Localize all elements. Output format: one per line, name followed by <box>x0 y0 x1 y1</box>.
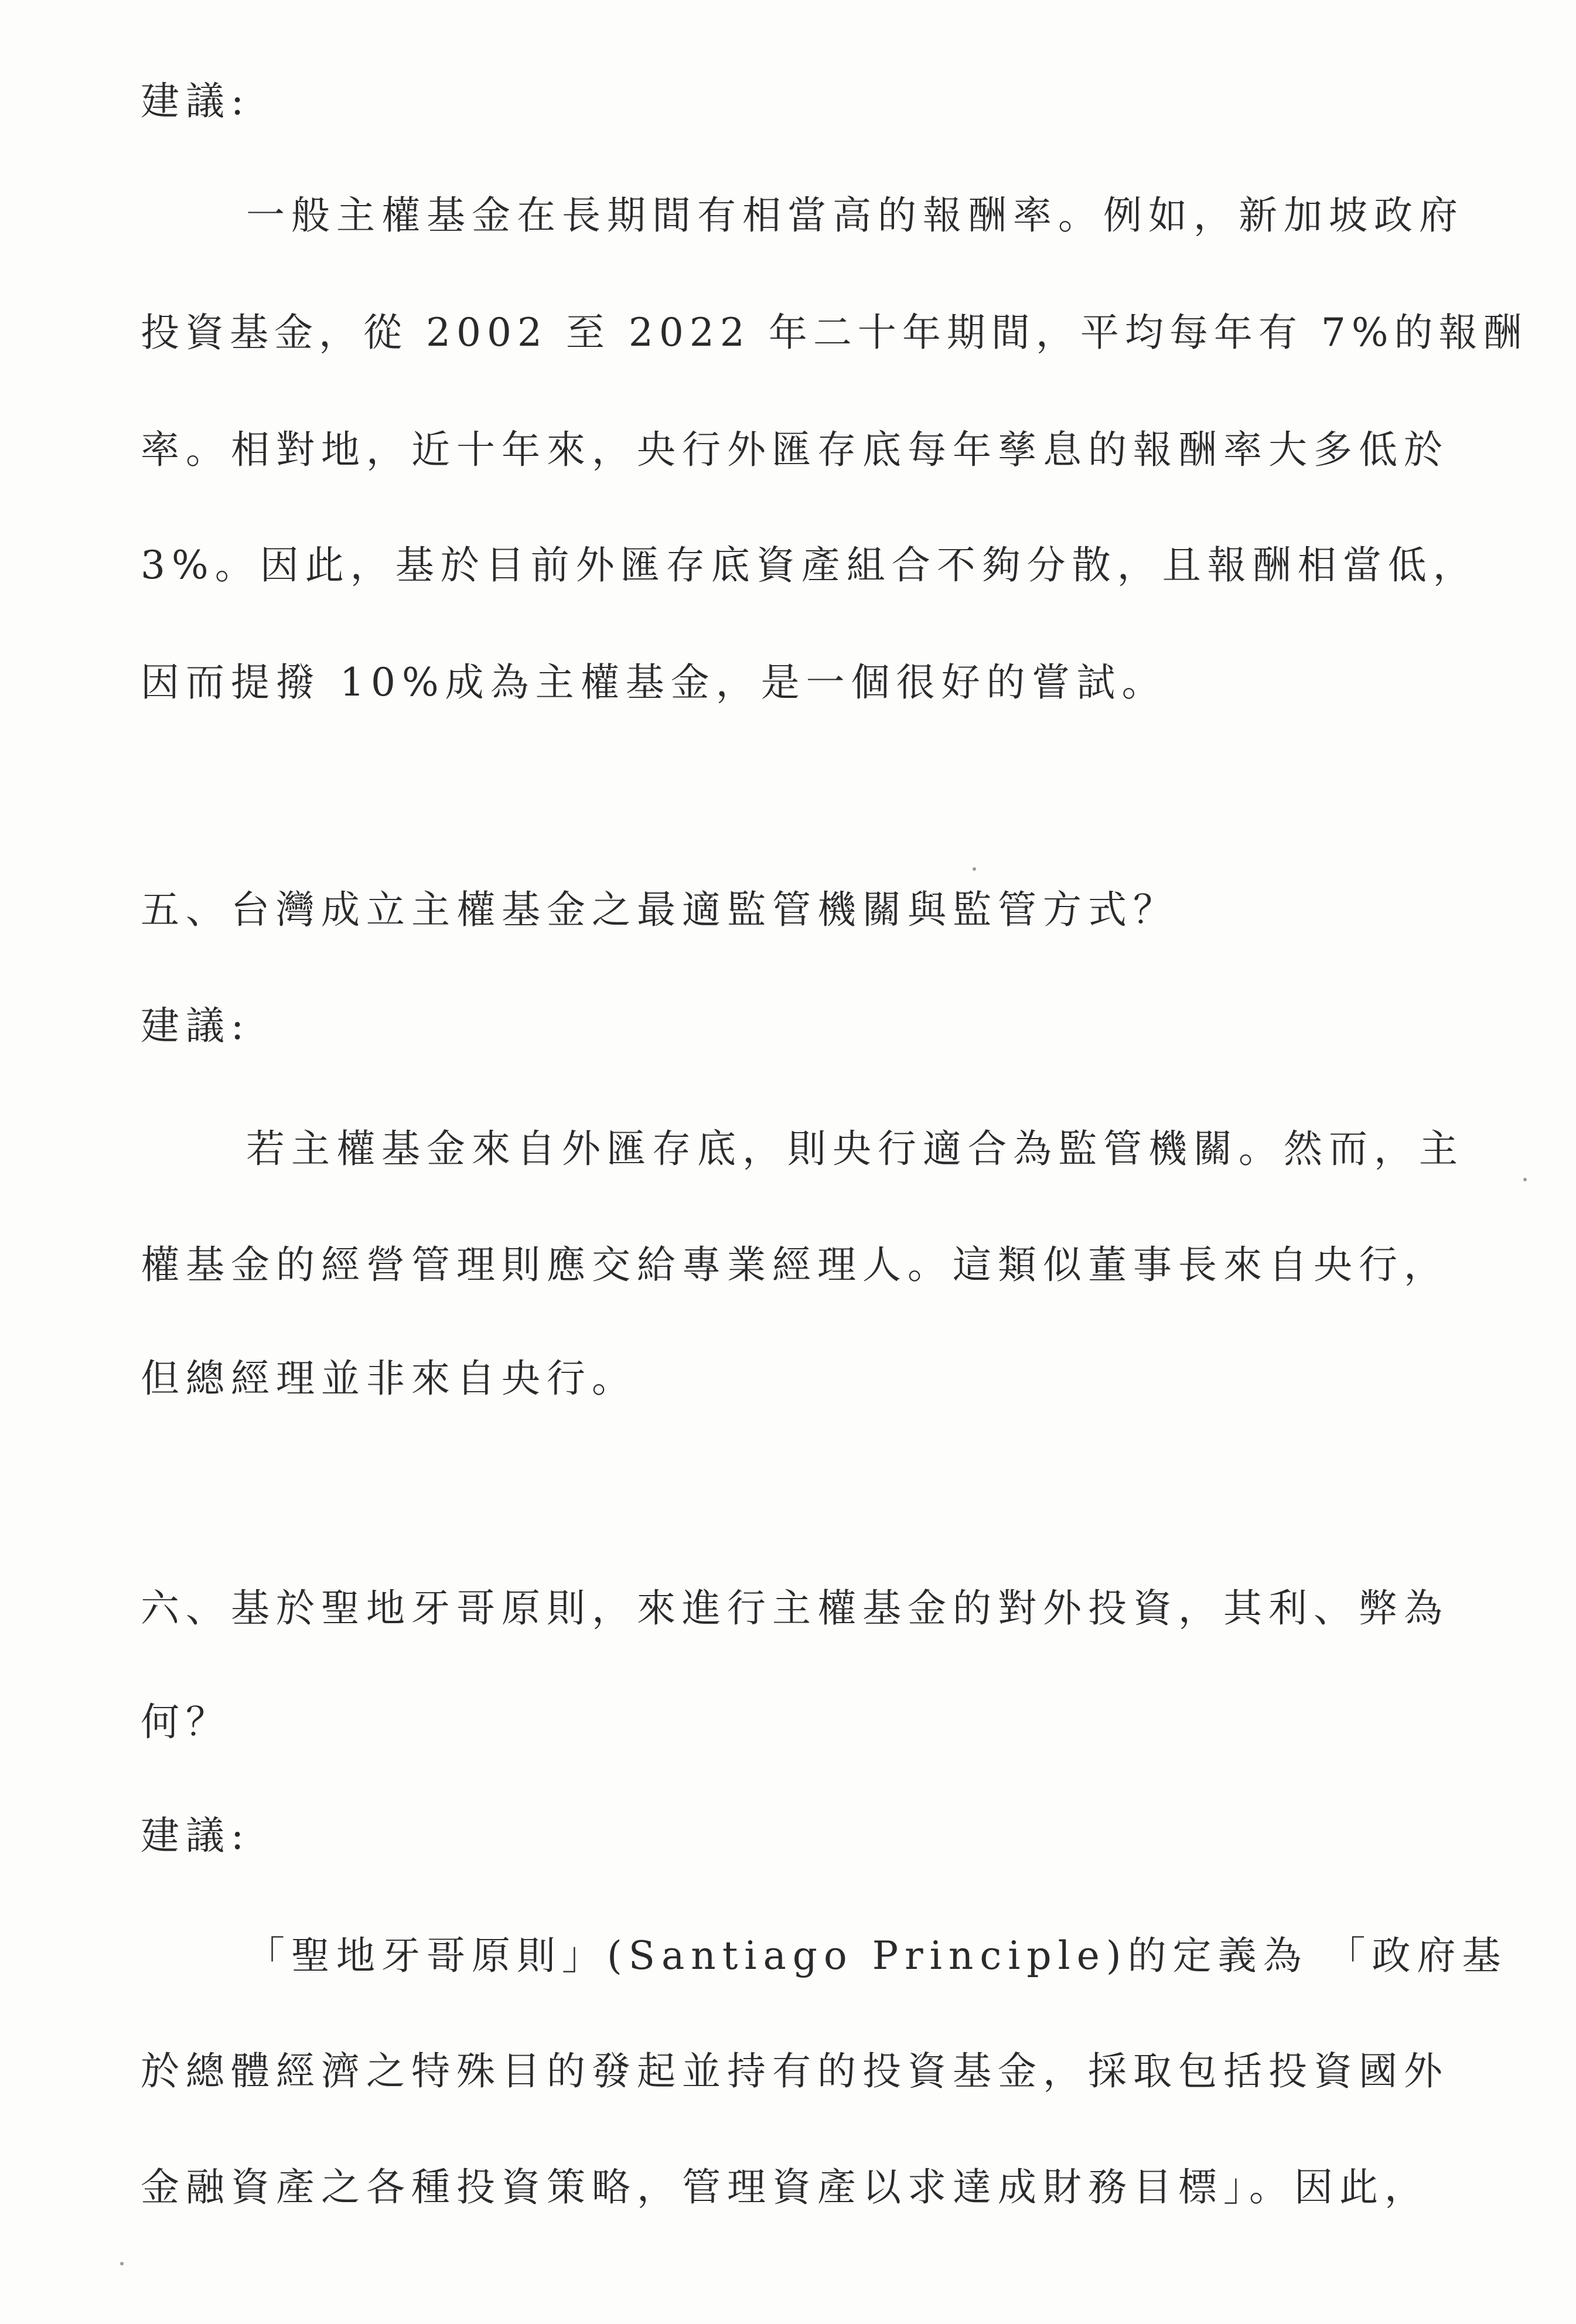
paragraph-line: 一般主權基金在長期間有相當高的報酬率。例如，新加坡政府 <box>246 193 1464 238</box>
paragraph-line: 但總經理並非來自央行。 <box>141 1356 637 1401</box>
recommendation-label: 建議: <box>141 1003 251 1048</box>
scan-speck <box>1523 1178 1527 1181</box>
paragraph-line: 因而提撥 10%成為主權基金，是一個很好的嘗試。 <box>141 660 1167 705</box>
paragraph-line: 率。相對地，近十年來，央行外匯存底每年孳息的報酬率大多低於 <box>141 427 1449 472</box>
recommendation-label: 建議: <box>141 79 251 124</box>
recommendation-label: 建議: <box>141 1813 251 1858</box>
paragraph-line: 若主權基金來自外匯存底，則央行適合為監管機關。然而，主 <box>246 1126 1464 1171</box>
scan-speck <box>973 867 976 871</box>
paragraph-line: 「聖地牙哥原則」(Santiago Principle)的定義為 「政府基 <box>246 1933 1507 1978</box>
scan-speck <box>120 2262 124 2265</box>
paragraph-line: 3%。因此，基於目前外匯存底資產組合不夠分散，且報酬相當低， <box>141 543 1478 588</box>
section-heading: 六、基於聖地牙哥原則，來進行主權基金的對外投資，其利、弊為 <box>141 1586 1449 1631</box>
section-heading: 何？ <box>141 1699 231 1744</box>
paragraph-line: 投資基金，從 2002 至 2022 年二十年期間，平均每年有 7%的報酬 <box>141 310 1528 355</box>
paragraph-line: 於總體經濟之特殊目的發起並持有的投資基金，採取包括投資國外 <box>141 2049 1449 2094</box>
section-heading: 五、台灣成立主權基金之最適監管機關與監管方式？ <box>141 887 1178 932</box>
paragraph-line: 金融資產之各種投資策略，管理資產以求達成財務目標」。因此， <box>141 2165 1430 2210</box>
paragraph-line: 權基金的經營管理則應交給專業經理人。這類似董事長來自央行， <box>141 1242 1449 1287</box>
